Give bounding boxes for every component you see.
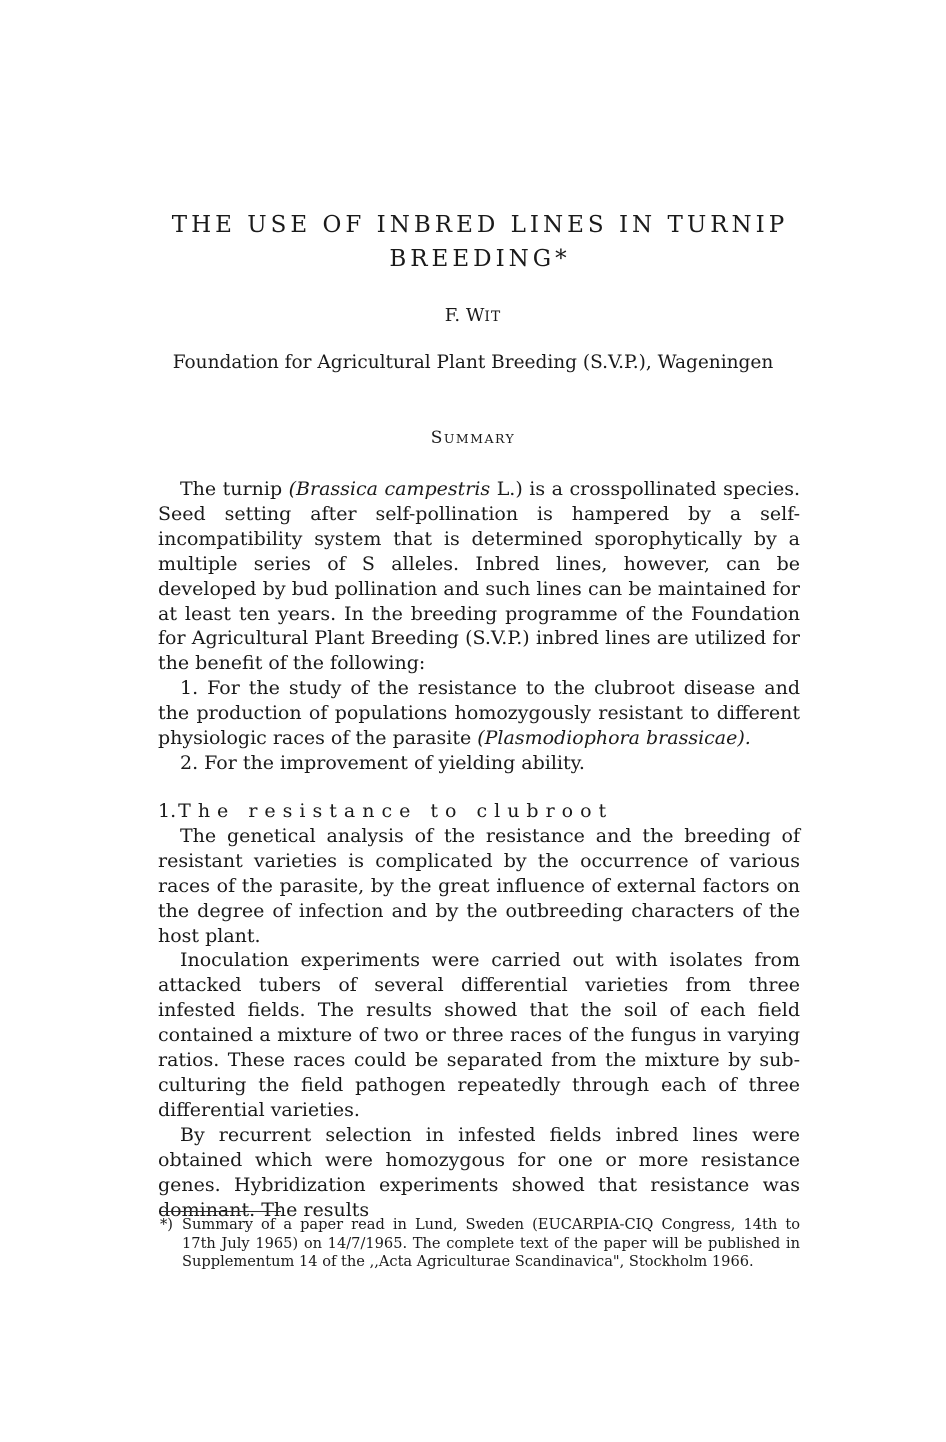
- author-initial: F. W: [444, 305, 485, 326]
- author: [0, 305, 946, 326]
- section-1-paragraph-3: By recurrent selection in infested fields inbred lines were obtained which were homozygous for one or more resistance genes. Hybridization experiments showed that resistance was dominant. The results: [158, 1123, 800, 1221]
- footnote-rule: [160, 1211, 281, 1212]
- footnote-text: Summary of a paper read in Lund, Sweden (EUCARPIA-CIQ Congress, 14th to 17th July 1965) on 14/7/1965. The complete text of the paper will be published in Supplementum 14 of the ,,Acta Agriculturae Scandinavica", Stockholm 1966.: [182, 1216, 800, 1270]
- section-title: The resistance to clubroot: [178, 800, 614, 822]
- summary-item-text: 1. For the study of the resistance to the clubroot disease and the production of populations homozygously resistant to different physiologic races of the parasite: [158, 677, 800, 750]
- summary-body: [158, 477, 800, 776]
- summary-text: L.) is a crosspollinated species. Seed setting after self-pollination is hampered by a self-incompatibility system that is determined sporophytically by a multiple series of S alleles. Inbred lines, however, can be developed by bud pollination and such lines can be maintained for at least ten years. In the breeding programme of the Foundation for Agricultural Plant Breeding (S.V.P.) inbred lines are utilized for the benefit of the following:: [158, 478, 800, 675]
- summary-item-1: [158, 676, 800, 751]
- parasite-name: (Plasmodiophora brassicae).: [477, 727, 751, 750]
- summary-heading: [0, 428, 946, 448]
- summary-paragraph: [158, 477, 800, 676]
- section-1-paragraph-1: The genetical analysis of the resistance and the breeding of resistant varieties is complicated by the occurrence of various races of the parasite, by the great influence of external factors on the degree of infection and by the outbreeding characters of the host plant.: [158, 824, 800, 947]
- section-1-paragraph-2: Inoculation experiments were carried out with isolates from attacked tubers of several differential varieties from three infested fields. The results showed that the soil of each field contained a mixture of two or three races of the fungus in varying ratios. These races could be separated from the mixture by sub-culturing the field pathogen repeatedly through each of three differential varieties.: [158, 949, 800, 1121]
- section-1-heading: [158, 799, 800, 824]
- summary-heading-cap: S: [430, 428, 444, 448]
- paper-title-line-1: THE USE OF INBRED LINES IN TURNIP: [171, 212, 789, 238]
- section-number: 1.: [158, 800, 177, 822]
- paper-title-line-2: BREEDING*: [389, 246, 571, 272]
- summary-heading-rest: UMMARY: [443, 431, 516, 446]
- section-1: [158, 799, 800, 1222]
- author-surname-smallcaps: IT: [484, 309, 502, 325]
- species-name: (Brassica campestris: [288, 478, 491, 500]
- summary-text: The turnip: [180, 478, 289, 500]
- summary-item-2: 2. For the improvement of yielding ability.: [180, 751, 585, 774]
- footnote-mark: *): [160, 1216, 173, 1233]
- affiliation: Foundation for Agricultural Plant Breeding (S.V.P.), Wageningen: [172, 352, 774, 373]
- footnote: [160, 1216, 800, 1272]
